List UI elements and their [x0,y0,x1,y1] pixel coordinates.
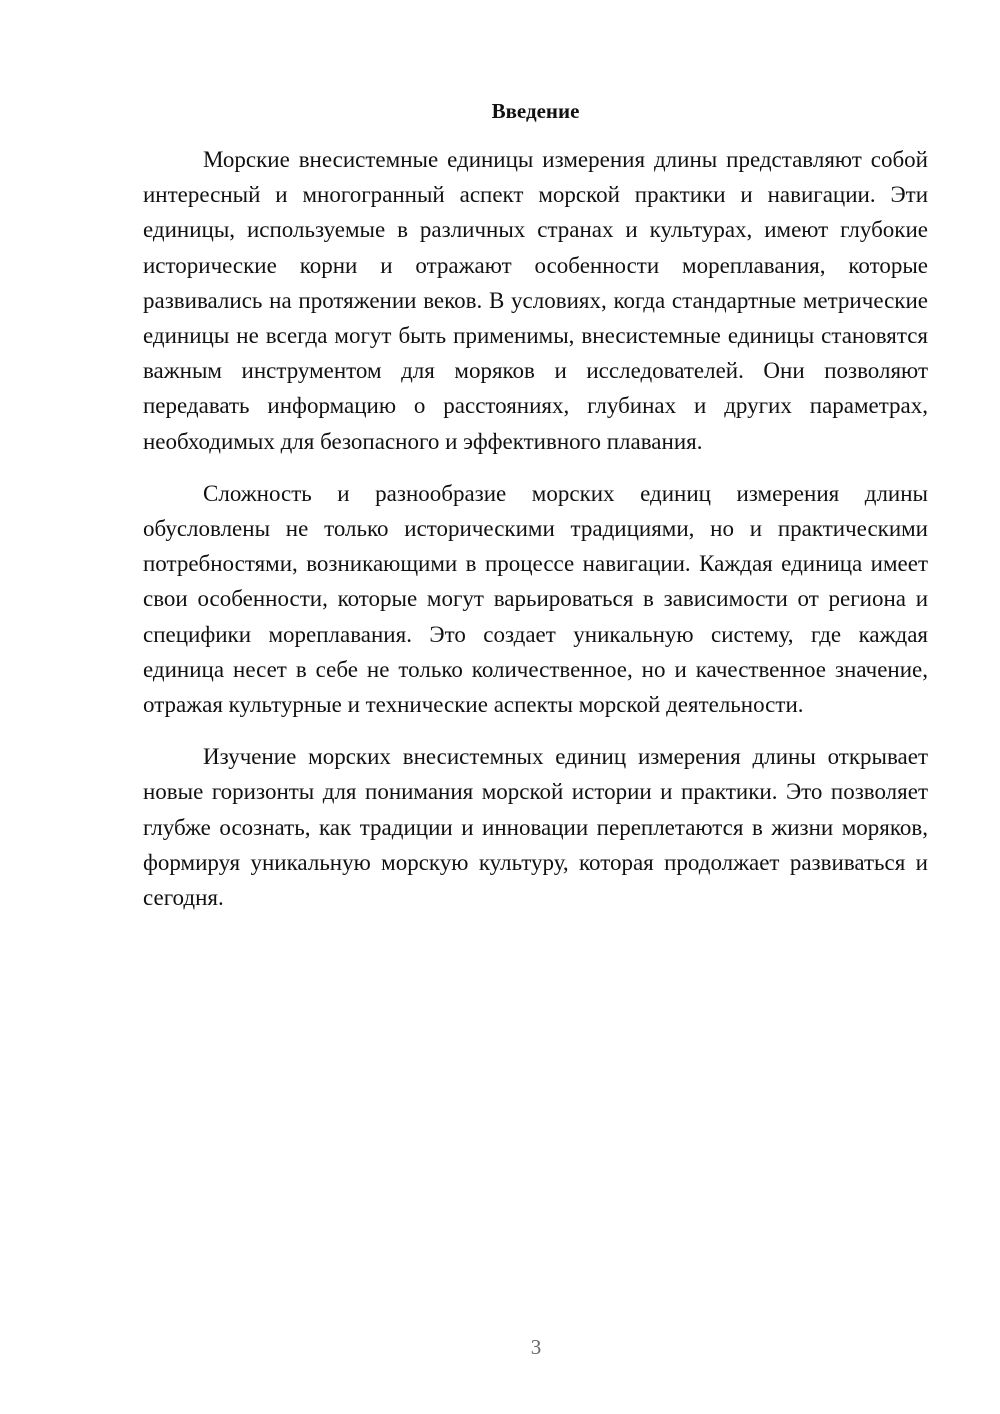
paragraph-3: Изучение морских внесистемных единиц измерения длины открывает новые горизонты для понимания морской истории и практики. Это позволяет глубже осознать, как традиции и инновации переплетаются в жизни моряков, формируя уникальную морскую культуру, которая продолжает развиваться и сегодня. [143,744,928,911]
page-number: 3 [530,1335,542,1359]
paragraph-2: Сложность и разнообразие морских единиц измерения длины обусловлены не только историческими традициями, но и практическими потребностями, возникающими в процессе навигации. Каждая единица имеет свои особенности, которые могут варьироваться в зависимости от региона и специфики мореплавания. Это создает уникальную систему, где каждая единица несет в себе не только количественное, но и качественное значение, отражая культурные и технические аспекты морской деятельности. [143,480,928,718]
body-text [143,142,928,932]
section-heading: Введение [491,99,580,123]
paragraph-1: Морские внесистемные единицы измерения длины представляют собой интересный и многогранный аспект морской практики и навигации. Эти единицы, используемые в различных странах и культурах, имеют глубокие исторические корни и отражают особенности мореплавания, которые развивались на протяжении веков. В условиях, когда стандартные метрические единицы не всегда могут быть применимы, внесистемные единицы становятся важным инструментом для моряков и исследователей. Они позволяют передавать информацию о расстояниях, глубинах и других параметрах, необходимых для безопасного и эффективного плавания. [143,147,928,454]
